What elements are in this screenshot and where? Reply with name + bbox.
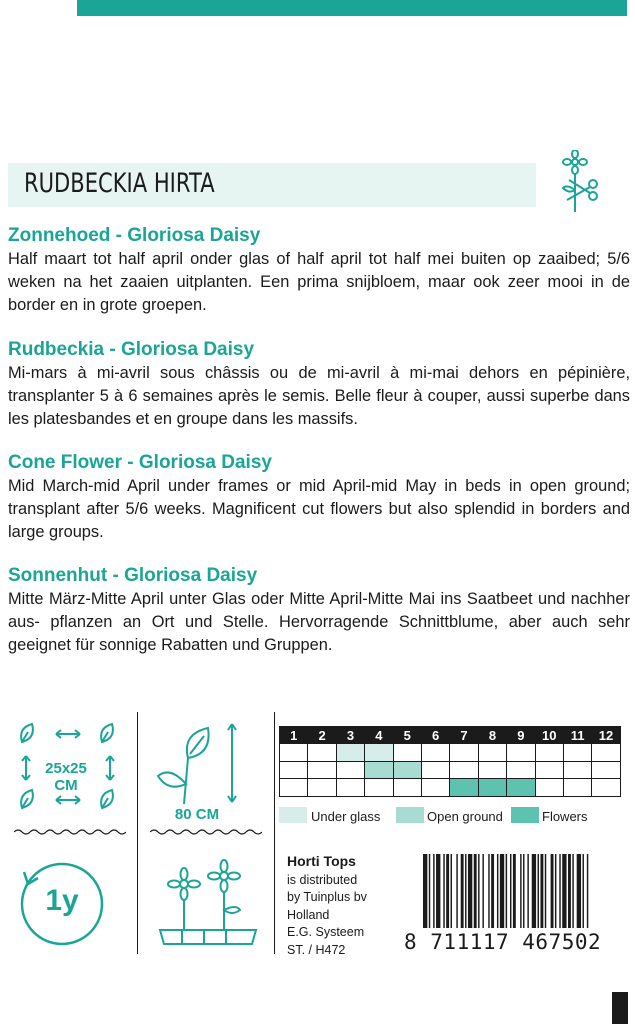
plant-height-icon <box>152 718 252 808</box>
section-heading: Zonnehoed - Gloriosa Daisy <box>8 225 261 246</box>
distributor-line: Holland <box>287 907 330 922</box>
calendar-cell <box>478 779 506 797</box>
calendar-cell <box>478 744 506 762</box>
section-text: Half maart tot half april onder glas of half april tot half mei buiten op zaaibed; 5/6 weken na het zaaien uitplanten. Een prima snijbloem, maar ook zeer mooi in de border en in grote groepen. <box>8 250 630 314</box>
month-7: 7 <box>450 727 478 744</box>
calendar-cell <box>393 761 421 779</box>
section-heading: Sonnenhut - Gloriosa Daisy <box>8 565 258 586</box>
legend-swatch <box>396 807 424 823</box>
lifecycle-label: 1y <box>45 884 79 917</box>
section-text: Mitte März-Mitte April unter Glas oder Mitte April-Mitte Mai ins Saatbeet und nachher aus- pflanzen an Ort und Stelle. Hervorragende Schnittblume, aber auch sehr geeignet für sonnige Rabatten und Gruppen. <box>8 590 630 654</box>
calendar-cell <box>280 779 308 797</box>
section-text: Mid March-mid April under frames or mid April-mid May in beds in open ground; transplant after 5/6 weeks. Magnificent cut flowers but also splendid in borders and large groups. <box>8 477 630 541</box>
month-6: 6 <box>421 727 449 744</box>
page-title: RUDBECKIA HIRTA <box>24 168 215 199</box>
calendar-cell <box>308 779 336 797</box>
calendar-cell <box>280 761 308 779</box>
calendar-cell <box>507 779 535 797</box>
legend-label: Under glass <box>311 809 381 824</box>
calendar-cell <box>563 779 591 797</box>
calendar-cell <box>535 761 563 779</box>
calendar-cell <box>592 779 620 797</box>
section-french <box>8 338 630 431</box>
month-10: 10 <box>535 727 563 744</box>
title-banner <box>8 163 536 207</box>
calendar-cell <box>450 744 478 762</box>
calendar-cell <box>421 779 449 797</box>
corner-mark <box>612 992 628 1024</box>
section-heading: Cone Flower - Gloriosa Daisy <box>8 452 272 473</box>
calendar-cell <box>280 744 308 762</box>
spacing-label: 25x25 CM <box>45 760 87 794</box>
calendar-cell <box>592 761 620 779</box>
calendar-cell <box>336 744 364 762</box>
calendar-cell <box>563 744 591 762</box>
month-12: 12 <box>592 727 620 744</box>
flower-scissors-icon <box>553 150 603 216</box>
section-dutch <box>8 224 630 317</box>
distributor-info <box>287 853 367 959</box>
calendar-cell <box>308 744 336 762</box>
flowers-row <box>280 779 621 797</box>
divider-wave <box>14 828 126 836</box>
distributor-line: is distributed <box>287 872 358 887</box>
calendar-cell <box>421 761 449 779</box>
legend-swatch <box>279 807 307 823</box>
distributor-line: ST. / H472 <box>287 942 346 957</box>
calendar-cell <box>336 761 364 779</box>
calendar-cell <box>365 744 393 762</box>
legend-open-ground <box>396 807 512 825</box>
calendar-cell <box>478 761 506 779</box>
month-8: 8 <box>478 727 506 744</box>
month-header-row <box>280 727 621 744</box>
top-accent-bar <box>77 0 627 16</box>
sowing-calendar <box>279 726 621 797</box>
calendar-cell <box>336 779 364 797</box>
legend-label: Flowers <box>542 809 588 824</box>
section-text: Mi-mars à mi-avril sous châssis ou de mi-avril à mi-mai dehors en pépinière, transplanter 5 à 6 semaines après le semis. Belle fleur à couper, aussi superbe dans les platesbandes et en groupe dans les massifs. <box>8 364 630 428</box>
brand-name: Horti Tops <box>287 853 356 869</box>
month-11: 11 <box>563 727 591 744</box>
calendar-cell <box>393 779 421 797</box>
calendar-cell <box>308 761 336 779</box>
calendar-cell <box>563 761 591 779</box>
vertical-divider <box>137 712 138 954</box>
legend-swatch <box>511 807 539 823</box>
open-ground-row <box>280 761 621 779</box>
month-3: 3 <box>336 727 364 744</box>
legend-label: Open ground <box>427 809 503 824</box>
calendar-cell <box>393 744 421 762</box>
calendar-cell <box>592 744 620 762</box>
vertical-divider <box>274 712 275 954</box>
barcode-number: 8 711117 467502 <box>404 930 602 954</box>
calendar-cell <box>421 744 449 762</box>
section-english <box>8 451 630 544</box>
distributor-line: by Tuinplus bv <box>287 890 367 904</box>
height-label: 80 CM <box>174 806 220 823</box>
month-5: 5 <box>393 727 421 744</box>
under-glass-row <box>280 744 621 762</box>
month-4: 4 <box>365 727 393 744</box>
calendar-cell <box>450 779 478 797</box>
calendar-cell <box>450 761 478 779</box>
calendar-cell <box>365 761 393 779</box>
month-2: 2 <box>308 727 336 744</box>
calendar-cell <box>507 761 535 779</box>
month-1: 1 <box>280 727 308 744</box>
section-german <box>8 564 630 657</box>
distributor-line: E.G. Systeem <box>287 925 365 939</box>
calendar-cell <box>535 744 563 762</box>
seedling-tray-icon <box>152 850 264 950</box>
month-9: 9 <box>507 727 535 744</box>
legend-under-glass <box>279 807 389 825</box>
legend-flowers <box>511 807 611 825</box>
section-heading: Rudbeckia - Gloriosa Daisy <box>8 339 255 360</box>
divider-wave <box>150 828 262 836</box>
calendar-cell <box>507 744 535 762</box>
calendar-cell <box>365 779 393 797</box>
calendar-cell <box>535 779 563 797</box>
